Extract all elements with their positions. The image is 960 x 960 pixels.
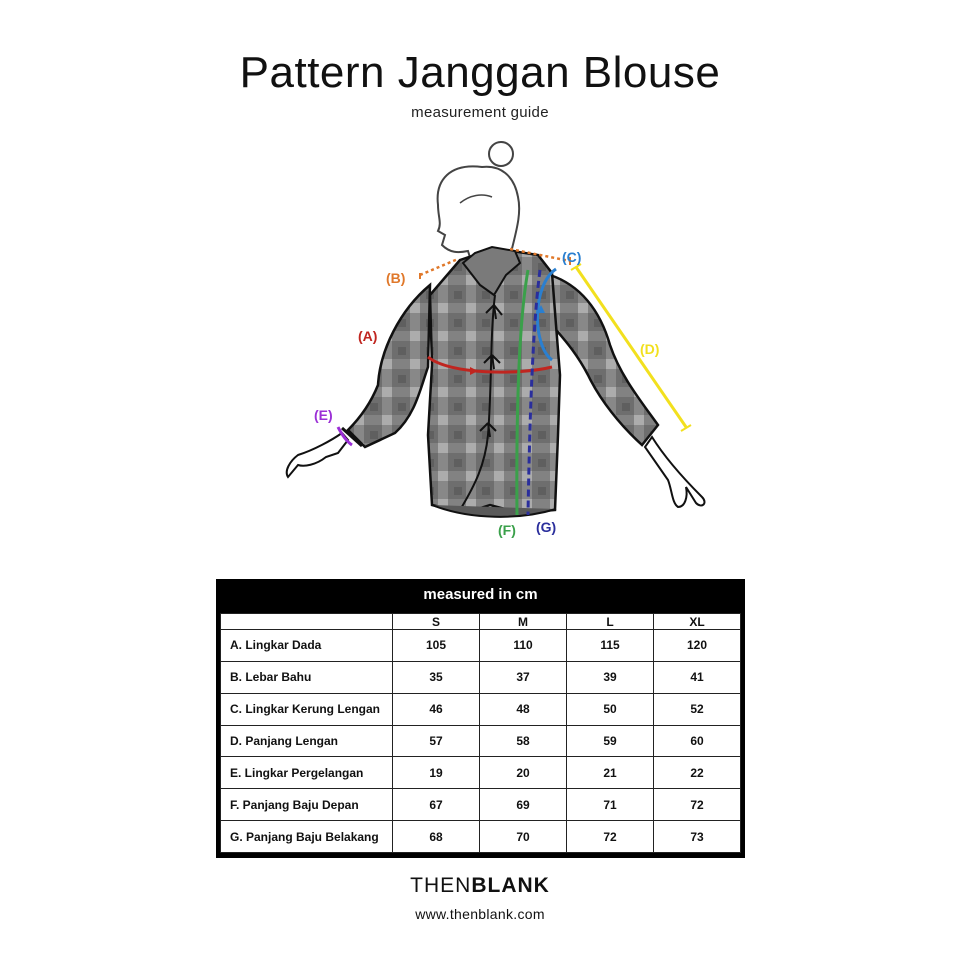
- table-cell: 110: [480, 630, 567, 662]
- header-cell: [221, 614, 393, 630]
- table-cell: 41: [654, 661, 741, 693]
- page-subtitle: measurement guide: [411, 104, 549, 121]
- table-cell: 115: [567, 630, 654, 662]
- right-sleeve: [550, 275, 658, 445]
- table-row: [221, 789, 741, 821]
- table-cell: 120: [654, 630, 741, 662]
- brand-logo: [0, 874, 960, 898]
- label-g: (G): [536, 519, 557, 535]
- table-cell: 21: [567, 757, 654, 789]
- table-cell: 39: [567, 661, 654, 693]
- header-cell: XL: [654, 614, 741, 630]
- table-row: [221, 725, 741, 757]
- blouse-illustration: [270, 135, 730, 555]
- header-cell: L: [567, 614, 654, 630]
- table-cell: 69: [480, 789, 567, 821]
- left-hand: [287, 433, 348, 477]
- table-cell: 73: [654, 821, 741, 853]
- table-cell: 50: [567, 693, 654, 725]
- label-f: (F): [498, 522, 516, 538]
- header-cell: M: [480, 614, 567, 630]
- row-label: F. Panjang Baju Depan: [221, 789, 393, 821]
- right-hand: [645, 437, 704, 507]
- header-cell: S: [393, 614, 480, 630]
- table-cell: 105: [393, 630, 480, 662]
- table-cell: 22: [654, 757, 741, 789]
- table-cell: 71: [567, 789, 654, 821]
- row-label: D. Panjang Lengan: [221, 725, 393, 757]
- table-row: [221, 757, 741, 789]
- table-cell: 57: [393, 725, 480, 757]
- label-c: (C): [562, 249, 582, 265]
- table-cell: 58: [480, 725, 567, 757]
- table-cell: 35: [393, 661, 480, 693]
- table-cell: 46: [393, 693, 480, 725]
- row-label: E. Lingkar Pergelangan: [221, 757, 393, 789]
- label-a: (A): [358, 328, 378, 344]
- row-label: G. Panjang Baju Belakang: [221, 821, 393, 853]
- website-url: www.thenblank.com: [415, 906, 545, 922]
- page-title: Pattern Janggan Blouse: [239, 48, 721, 97]
- left-sleeve: [348, 285, 430, 447]
- table-row: [221, 661, 741, 693]
- label-e: (E): [314, 407, 333, 423]
- table-cell: 52: [654, 693, 741, 725]
- brand-then: THEN: [410, 874, 472, 897]
- table-row: [221, 630, 741, 662]
- row-label: B. Lebar Bahu: [221, 661, 393, 693]
- table-cell: 37: [480, 661, 567, 693]
- brand-blank: BLANK: [471, 874, 550, 897]
- table-cell: 70: [480, 821, 567, 853]
- row-label: A. Lingkar Dada: [221, 630, 393, 662]
- table-cell: 67: [393, 789, 480, 821]
- table-cell: 60: [654, 725, 741, 757]
- table-cell: 59: [567, 725, 654, 757]
- table-cell: 72: [654, 789, 741, 821]
- table-cell: 20: [480, 757, 567, 789]
- table-cell: 68: [393, 821, 480, 853]
- row-label: C. Lingkar Kerung Lengan: [221, 693, 393, 725]
- table-row: [221, 821, 741, 853]
- label-d: (D): [640, 341, 660, 357]
- table-cell: 72: [567, 821, 654, 853]
- size-chart-caption: measured in cm: [423, 586, 538, 603]
- size-table: [220, 613, 741, 853]
- size-chart: [216, 579, 745, 858]
- table-row: [221, 693, 741, 725]
- head-outline: [438, 142, 520, 267]
- size-table-header: [221, 614, 741, 630]
- table-cell: 19: [393, 757, 480, 789]
- label-b: (B): [386, 270, 406, 286]
- table-cell: 48: [480, 693, 567, 725]
